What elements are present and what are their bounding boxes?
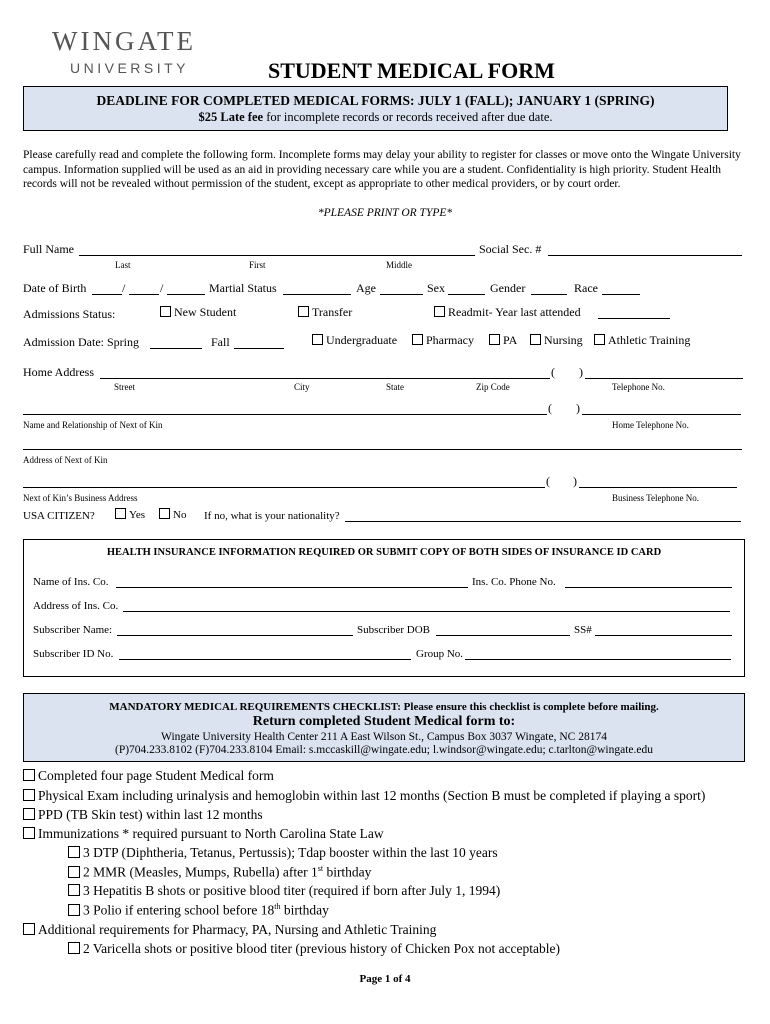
- list-item-label: 2 MMR (Measles, Mumps, Rubella) after 1: [83, 864, 318, 880]
- group-field[interactable]: [465, 659, 731, 660]
- checkbox[interactable]: [594, 334, 605, 345]
- subscriber-dob-field[interactable]: [436, 635, 570, 636]
- ssn-label: Social Sec. #: [479, 242, 542, 256]
- new-student-option[interactable]: [160, 305, 236, 320]
- business-telephone-caption: Business Telephone No.: [612, 493, 699, 503]
- insurance-heading: HEALTH INSURANCE INFORMATION REQUIRED OR SUBMIT COPY OF BOTH SIDES OF INSURANCE ID CARD: [106, 547, 662, 558]
- health-center-address: Wingate University Health Center 211 A East Wilson St., Campus Box 3037 Wingate, NC 28174: [161, 731, 607, 743]
- kin-business-phone-field[interactable]: [579, 487, 737, 488]
- list-item-label: 3 Hepatitis B shots or positive blood titer (required if born after July 1, 1994): [83, 883, 501, 898]
- yes-label: Yes: [129, 509, 146, 521]
- checkbox[interactable]: [298, 306, 309, 317]
- list-item-label: Immunizations * required pursuant to North Carolina State Law: [38, 826, 384, 841]
- state-caption: State: [386, 382, 404, 392]
- ins-phone-field[interactable]: [565, 587, 732, 588]
- kin-home-phone-field[interactable]: [582, 414, 741, 415]
- return-heading: Return completed Student Medical form to:: [252, 714, 516, 729]
- dob-slash: /: [160, 281, 164, 295]
- ins-address-field[interactable]: [123, 611, 730, 612]
- nationality-label: If no, what is your nationality?: [204, 510, 340, 522]
- checkbox[interactable]: [489, 334, 500, 345]
- readmit-label: Readmit- Year last attended: [448, 305, 581, 319]
- sex-field[interactable]: [448, 294, 485, 295]
- checkbox[interactable]: [23, 808, 35, 820]
- ins-name-field[interactable]: [116, 587, 468, 588]
- checkbox[interactable]: [68, 866, 80, 878]
- fall-label: Fall: [211, 335, 230, 349]
- new-student-label: New Student: [174, 305, 237, 319]
- kin-address-field[interactable]: [23, 449, 742, 450]
- nursing-label: Nursing: [544, 333, 583, 347]
- ss-field[interactable]: [595, 635, 732, 636]
- checkbox[interactable]: [312, 334, 323, 345]
- age-field[interactable]: [380, 294, 423, 295]
- list-item[interactable]: [68, 864, 371, 881]
- dob-day-field[interactable]: [129, 294, 159, 295]
- ins-address-label: Address of Ins. Co.: [33, 600, 119, 612]
- home-telephone-caption: Home Telephone No.: [612, 420, 689, 430]
- dob-year-field[interactable]: [167, 294, 205, 295]
- readmit-option[interactable]: [434, 305, 581, 320]
- athletic-label: Athletic Training: [608, 333, 691, 347]
- deadline-banner: [23, 86, 728, 131]
- list-item[interactable]: [68, 941, 560, 957]
- age-label: Age: [356, 281, 376, 295]
- subscriber-id-field[interactable]: [119, 659, 411, 660]
- dob-slash: /: [122, 281, 126, 295]
- pharmacy-label: Pharmacy: [426, 333, 474, 347]
- subscriber-name-label: Subscriber Name:: [33, 624, 113, 636]
- paren: (: [546, 474, 550, 488]
- citizen-yes-option[interactable]: [115, 508, 145, 521]
- citizen-no-option[interactable]: [159, 508, 186, 521]
- checklist-heading: MANDATORY MEDICAL REQUIREMENTS CHECKLIST: Please ensure this checklist is complete before mailing.: [109, 701, 659, 713]
- checkbox[interactable]: [23, 769, 35, 781]
- home-address-label: Home Address: [23, 365, 94, 379]
- ss-label: SS#: [574, 624, 592, 636]
- checkbox[interactable]: [159, 508, 170, 519]
- checkbox[interactable]: [68, 942, 80, 954]
- print-note: *PLEASE PRINT OR TYPE*: [317, 207, 453, 219]
- checkbox[interactable]: [68, 884, 80, 896]
- full-name-field[interactable]: [79, 255, 475, 256]
- transfer-option[interactable]: [298, 305, 352, 320]
- late-fee: $25 Late fee: [198, 110, 264, 124]
- checkbox[interactable]: [23, 923, 35, 935]
- superscript: th: [274, 902, 281, 911]
- checklist-banner: [23, 693, 745, 762]
- logo-university: UNIVERSITY: [70, 60, 190, 76]
- pa-option[interactable]: [489, 333, 517, 348]
- dob-label: Date of Birth: [23, 281, 87, 295]
- zip-caption: Zip Code: [476, 382, 510, 392]
- dob-month-field[interactable]: [92, 294, 122, 295]
- list-item[interactable]: [23, 922, 436, 938]
- athletic-option[interactable]: [594, 333, 690, 348]
- list-item[interactable]: [23, 768, 274, 784]
- race-label: Race: [574, 281, 598, 295]
- middle-caption: Middle: [386, 260, 412, 270]
- insurance-box: [23, 539, 745, 677]
- gender-label: Gender: [490, 281, 526, 295]
- pharmacy-option[interactable]: [412, 333, 474, 348]
- paren: (: [548, 401, 552, 415]
- list-item[interactable]: [23, 788, 705, 804]
- health-center-contact: (P)704.233.8102 (F)704.233.8104 Email: s.mccaskill@wingate.edu; l.windsor@wingate.edu; c.tarlton@wingate.edu: [115, 744, 653, 756]
- no-label: No: [173, 509, 187, 521]
- admission-date-label: Admission Date: Spring: [23, 335, 139, 349]
- telephone-caption: Telephone No.: [612, 382, 665, 392]
- paren: ): [576, 401, 580, 415]
- home-phone-field[interactable]: [585, 378, 743, 379]
- spring-field[interactable]: [150, 348, 202, 349]
- page-number: Page 1 of 4: [359, 973, 411, 985]
- page-title: STUDENT MEDICAL FORM: [268, 58, 555, 83]
- logo-wingate: WINGATE: [52, 26, 196, 56]
- race-field[interactable]: [602, 294, 640, 295]
- undergraduate-option[interactable]: [312, 333, 397, 348]
- sex-label: Sex: [427, 281, 445, 295]
- full-name-label: Full Name: [23, 242, 74, 256]
- group-label: Group No.: [416, 648, 464, 660]
- list-item-label: Physical Exam including urinalysis and hemoglobin within last 12 months (Section B must be completed if playing a sport): [38, 788, 706, 803]
- marital-label: Martial Status: [209, 281, 277, 295]
- fall-field[interactable]: [234, 348, 284, 349]
- list-item[interactable]: [68, 883, 500, 899]
- ins-phone-label: Ins. Co. Phone No.: [472, 576, 556, 588]
- checkbox[interactable]: [160, 306, 171, 317]
- checkbox[interactable]: [434, 306, 445, 317]
- list-item-label: 3 DTP (Diphtheria, Tetanus, Pertussis); Tdap booster within the last 10 years: [83, 845, 498, 860]
- checkbox[interactable]: [23, 789, 35, 801]
- nursing-option[interactable]: [530, 333, 583, 348]
- paren: ): [579, 365, 583, 379]
- readmit-year-field[interactable]: [598, 318, 670, 319]
- first-caption: First: [249, 260, 266, 270]
- list-item-label: 3 Polio if entering school before 18: [83, 902, 275, 918]
- list-item[interactable]: [68, 902, 329, 919]
- list-item-label: birthday: [280, 902, 329, 918]
- checkbox[interactable]: [68, 904, 80, 916]
- street-caption: Street: [114, 382, 135, 392]
- checkbox[interactable]: [68, 846, 80, 858]
- paren: (: [551, 365, 555, 379]
- list-item[interactable]: [23, 807, 263, 823]
- paren: ): [573, 474, 577, 488]
- ins-name-label: Name of Ins. Co.: [33, 576, 109, 588]
- list-item-label: PPD (TB Skin test) within last 12 months: [38, 807, 263, 822]
- next-of-kin-caption: Name and Relationship of Next of Kin: [23, 420, 163, 430]
- next-of-kin-field[interactable]: [23, 414, 547, 415]
- undergraduate-label: Undergraduate: [326, 333, 398, 347]
- kin-address-caption: Address of Next of Kin: [23, 455, 108, 465]
- checkbox[interactable]: [23, 827, 35, 839]
- marital-field[interactable]: [283, 294, 351, 295]
- subscriber-dob-label: Subscriber DOB: [357, 624, 431, 636]
- subscriber-id-label: Subscriber ID No.: [33, 648, 114, 660]
- list-item[interactable]: [68, 845, 498, 861]
- intro-paragraph: Please carefully read and complete the following form. Incomplete forms may delay your ability to register for classes or move onto the Wingate University campus. Information supplied will be used as an aid in providing necessary care while you are a student. Confidentiality is high priority. Student Health records will not be revealed without permission of the student, except as appropriate to other medical providers, or by court order.: [23, 149, 741, 190]
- checkbox[interactable]: [115, 508, 126, 519]
- list-item-label: birthday: [323, 864, 372, 880]
- list-item-label: Completed four page Student Medical form: [38, 768, 274, 783]
- kin-business-field[interactable]: [23, 487, 545, 488]
- transfer-label: Transfer: [312, 305, 353, 319]
- deadline-text: DEADLINE FOR COMPLETED MEDICAL FORMS: JULY 1 (FALL); JANUARY 1 (SPRING): [96, 93, 655, 108]
- kin-business-caption: Next of Kin’s Business Address: [23, 493, 138, 503]
- pa-label: PA: [503, 333, 518, 347]
- list-item[interactable]: [23, 826, 384, 842]
- nationality-field[interactable]: [345, 521, 741, 522]
- ssn-field[interactable]: [548, 255, 742, 256]
- list-item-label: Additional requirements for Pharmacy, PA, Nursing and Athletic Training: [38, 922, 437, 937]
- checkbox[interactable]: [530, 334, 541, 345]
- subscriber-name-field[interactable]: [117, 635, 353, 636]
- home-address-field[interactable]: [100, 378, 550, 379]
- gender-field[interactable]: [531, 294, 567, 295]
- checkbox[interactable]: [412, 334, 423, 345]
- list-item-label: 2 Varicella shots or positive blood titer (previous history of Chicken Pox not acceptable): [83, 941, 561, 956]
- admissions-status-label: Admissions Status:: [23, 307, 116, 321]
- late-fee-text: for incomplete records or records received after due date.: [263, 110, 553, 124]
- superscript: st: [317, 864, 324, 873]
- city-caption: City: [294, 382, 310, 392]
- usa-citizen-label: USA CITIZEN?: [23, 510, 95, 522]
- last-caption: Last: [115, 260, 131, 270]
